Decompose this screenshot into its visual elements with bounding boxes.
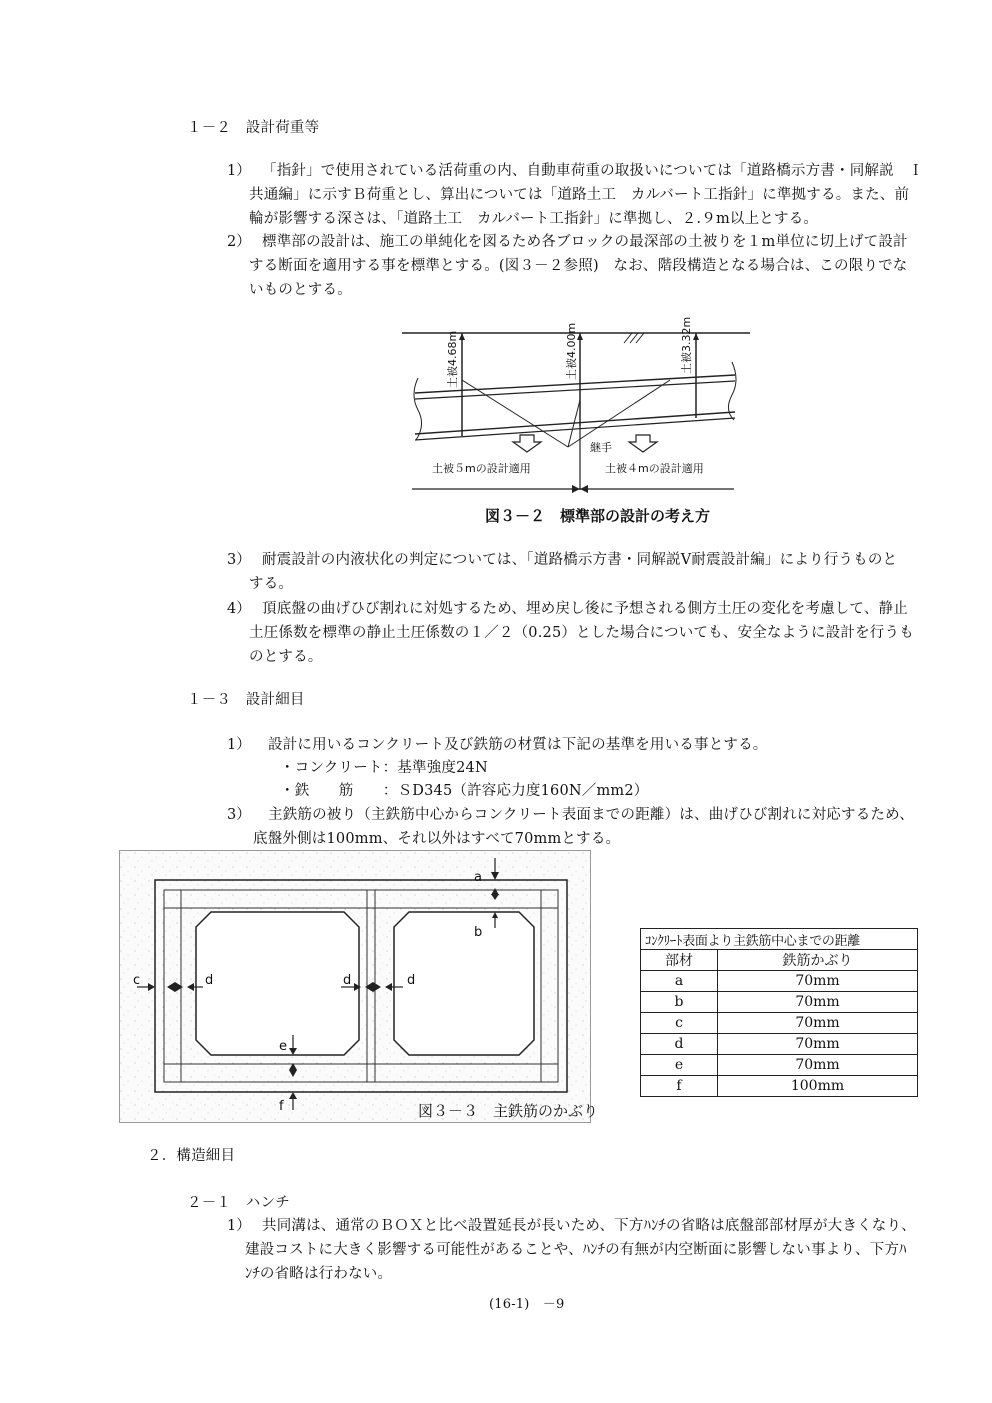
paragraph-line: 頂底盤の曲げひび割れに対処するため、埋め戻し後に予想される側方土圧の変化を考慮して、静止	[262, 601, 908, 617]
table-row	[641, 992, 918, 1013]
paragraph-line: 建設コストに大きく影響する可能性があることや、ﾊﾝﾁの有無が内空断面に影響しない事より、下方ﾊ	[245, 1242, 907, 1258]
table-row	[641, 1055, 918, 1076]
paragraph-line: 共通編」に示すＢ荷重とし、算出については「道路土工 カルバート工指針」に準拠する。また、前	[249, 187, 910, 203]
label-d-center: d	[343, 973, 352, 988]
section-heading-2-1: ２－１ ハンチ	[187, 1195, 290, 1211]
material-concrete: ・コンクリート：基準強度24N	[280, 760, 488, 776]
cover-table-caption: ｺﾝｸﾘｰﾄ表面より主鉄筋中心までの距離	[641, 929, 918, 950]
label-f: f	[279, 1099, 284, 1114]
paragraph-line: する断面を適用する事を標準とする。(図３－２参照) なお、階段構造となる場合は、この限りでな	[249, 258, 908, 274]
item-number: 2）	[227, 234, 251, 250]
figure-3-2-diagram	[400, 300, 750, 500]
item-number: 4）	[227, 601, 251, 617]
paragraph-line: 設計に用いるコンクリート及び鉄筋の材質は下記の基準を用いる事とする。	[268, 737, 768, 753]
paragraph-line: いものとする。	[249, 282, 352, 298]
figure-3-2-caption: 図３－２ 標準部の設計の考え方	[485, 507, 711, 525]
label-d-right: d	[407, 973, 416, 988]
design-apply-left-label: 土被５mの設計適用	[432, 462, 531, 475]
label-a: a	[474, 870, 482, 885]
design-apply-right-label: 土被４mの設計適用	[605, 462, 704, 475]
cover-depth-right-label: 土被3.32m	[680, 316, 693, 374]
paragraph-line: 輪が影響する深さは、「道路土工 カルバート工指針」に準拠し、２.９m以上とする。	[249, 211, 819, 227]
table-header-cover: 鉄筋かぶり	[718, 950, 918, 971]
item-number: 3）	[227, 807, 251, 823]
cover-depth-left-label: 土被4.68m	[446, 330, 459, 388]
label-c: c	[133, 973, 141, 988]
table-cell-member: c	[641, 1013, 718, 1034]
section-heading-2: ２．構造細目	[147, 1148, 236, 1164]
figure-3-3-caption: 図３－３ 主鉄筋のかぶり	[418, 1102, 599, 1120]
paragraph-line: 主鉄筋の被り（主鉄筋中心からコンクリート表面までの距離）は、曲げひび割れに対応するため、	[268, 807, 914, 823]
paragraph-line: 標準部の設計は、施工の単純化を図るため各ブロックの最深部の土被りを１m単位に切上げて設計	[262, 234, 908, 250]
item-number: 1）	[227, 737, 251, 753]
table-cell-member: a	[641, 971, 718, 992]
table-cell-cover: 100mm	[718, 1076, 918, 1097]
section-heading-1-3: １－３ 設計細目	[187, 692, 305, 708]
paragraph-line: 耐震設計の内液状化の判定については、「道路橋示方書・同解説Ⅴ耐震設計編」により行うものと	[262, 552, 898, 568]
joint-label: 継手	[590, 441, 612, 454]
table-cell-cover: 70mm	[718, 1055, 918, 1076]
table-row	[641, 1013, 918, 1034]
material-rebar: ・鉄 筋 ：ＳD345（許容応力度160N／mm2）	[280, 783, 649, 799]
paragraph-line: ﾝﾁの省略は行わない。	[245, 1266, 393, 1282]
table-cell-cover: 70mm	[718, 1013, 918, 1034]
table-row	[641, 1034, 918, 1055]
cover-depth-mid-label: 土被4.00m	[565, 322, 578, 380]
table-cell-member: f	[641, 1076, 718, 1097]
table-cell-cover: 70mm	[718, 992, 918, 1013]
table-cell-member: d	[641, 1034, 718, 1055]
item-number: 1）	[227, 163, 251, 179]
table-cell-cover: 70mm	[718, 1034, 918, 1055]
paragraph-line: する。	[249, 576, 294, 592]
table-cell-member: e	[641, 1055, 718, 1076]
table-row	[641, 971, 918, 992]
label-e: e	[279, 1039, 287, 1054]
cover-table	[640, 928, 918, 1097]
table-cell-member: b	[641, 992, 718, 1013]
table-cell-cover: 70mm	[718, 971, 918, 992]
label-b: b	[474, 925, 483, 940]
paragraph-line: 底盤外側は100mm、それ以外はすべて70mmとする。	[253, 831, 621, 847]
page-number: (16-1) －9	[489, 1297, 565, 1312]
figure-3-3-diagram	[119, 850, 591, 1124]
label-d-left: d	[205, 973, 214, 988]
item-number: 1）	[227, 1218, 251, 1234]
section-heading-1-2: １－２ 設計荷重等	[187, 120, 320, 136]
paragraph-line: 共同溝は、通常のＢＯＸと比べ設置延長が長いため、下方ﾊﾝﾁの省略は底盤部部材厚が大きくなり、	[262, 1218, 916, 1234]
paragraph-line: 「指針」で使用されている活荷重の内、自動車荷重の取扱いについては「道路橋示方書・同解説 Ｉ	[262, 163, 924, 179]
table-row	[641, 1076, 918, 1097]
table-header-member: 部材	[641, 950, 718, 971]
item-number: 3）	[227, 552, 251, 568]
paragraph-line: のとする。	[249, 649, 323, 665]
paragraph-line: 土圧係数を標準の静止土圧係数の１／２（0.25）とした場合についても、安全なように設計を行うも	[249, 625, 914, 641]
